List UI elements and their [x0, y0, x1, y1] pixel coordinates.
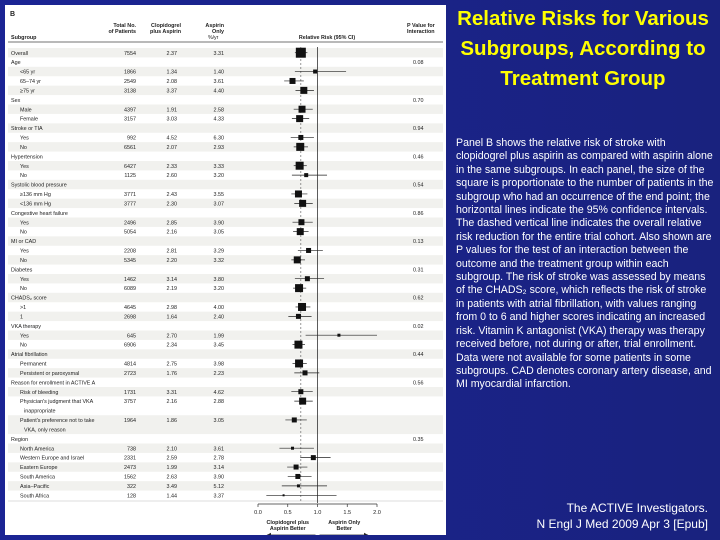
subgroup-header: Hypertension	[11, 154, 43, 161]
col-header-subgroup: Subgroup	[11, 35, 37, 41]
x-axis-tick-label: 1.0	[313, 510, 322, 516]
subgroup-header: Atrial fibrillation	[11, 352, 48, 359]
point-estimate-square	[299, 200, 306, 207]
point-estimate-square	[298, 389, 303, 394]
subgroup-header: Region	[11, 436, 29, 443]
total-patients: 5345	[124, 257, 136, 264]
point-estimate-square	[296, 48, 306, 58]
x-axis-tick-label: 0.5	[283, 510, 292, 516]
subgroup-header: Systolic blood pressure	[11, 182, 67, 189]
panel-label: B	[10, 11, 16, 18]
point-estimate-square	[292, 417, 297, 422]
rate-clopidogrel: 2.60	[166, 173, 177, 180]
subgroup-label: South America	[20, 474, 56, 481]
subgroup-label: Western Europe and Israel	[20, 455, 85, 462]
point-estimate-square	[311, 455, 316, 460]
col-header-total: Total No.	[113, 23, 136, 29]
col-header-p-value: P Value for	[407, 23, 435, 29]
rate-clopidogrel: 2.85	[166, 220, 177, 227]
total-patients: 2208	[124, 248, 136, 255]
total-patients: 3138	[124, 88, 136, 95]
col-header-rate-unit: %/yr	[208, 35, 219, 41]
row-stripe	[8, 161, 443, 170]
p-value: 0.62	[413, 295, 424, 302]
subgroup-header: Congestive heart failure	[11, 210, 68, 217]
rate-clopidogrel: 2.16	[166, 399, 177, 406]
subgroup-label: Female	[20, 116, 38, 123]
point-estimate-square	[290, 78, 296, 84]
subgroup-label: 65–74 yr	[20, 79, 41, 86]
rate-clopidogrel: 2.19	[166, 286, 177, 293]
rate-clopidogrel: 1.64	[166, 314, 177, 321]
rate-clopidogrel: 2.16	[166, 229, 177, 236]
total-patients: 6089	[124, 286, 136, 293]
total-patients: 1462	[124, 276, 136, 283]
point-estimate-square	[300, 87, 307, 94]
p-value: 0.31	[413, 267, 424, 274]
row-stripe	[8, 387, 443, 396]
rate-clopidogrel: 3.37	[166, 88, 177, 95]
total-patients: 1964	[124, 418, 136, 425]
point-estimate-square	[298, 219, 304, 225]
subgroup-label: No	[20, 286, 27, 293]
point-estimate-square	[296, 115, 303, 122]
rate-clopidogrel: 3.03	[166, 116, 177, 123]
total-patients: 4645	[124, 305, 136, 312]
citation	[537, 500, 708, 532]
rate-aspirin: 3.31	[213, 50, 224, 57]
point-estimate-square	[295, 190, 302, 197]
rate-aspirin: 3.55	[213, 192, 224, 199]
rate-clopidogrel: 2.34	[166, 342, 177, 349]
subgroup-header: Diabetes	[11, 267, 33, 274]
col-header-clopidogrel: plus Aspirin	[150, 29, 181, 35]
row-stripe	[8, 293, 443, 302]
forest-plot-svg	[5, 5, 446, 535]
point-estimate-square	[297, 228, 304, 235]
rate-aspirin: 2.40	[213, 314, 224, 321]
row-stripe	[8, 349, 443, 358]
point-estimate-square	[283, 494, 285, 496]
rate-clopidogrel: 2.98	[166, 305, 177, 312]
subgroup-label: Yes	[20, 220, 29, 227]
total-patients: 3777	[124, 201, 136, 208]
total-patients: 738	[127, 446, 136, 453]
point-estimate-square	[294, 341, 302, 349]
point-estimate-square	[299, 398, 306, 405]
rate-aspirin: 4.40	[213, 88, 224, 95]
p-value: 0.56	[413, 380, 424, 387]
total-patients: 5054	[124, 229, 136, 236]
point-estimate-square	[298, 135, 303, 140]
total-patients: 645	[127, 333, 136, 340]
col-header-p-value: Interaction	[407, 29, 435, 35]
p-value: 0.86	[413, 210, 424, 217]
point-estimate-square	[294, 256, 301, 263]
col-header-aspirin: Only	[212, 29, 224, 35]
row-stripe	[8, 123, 443, 132]
col-header-aspirin: Aspirin	[205, 23, 224, 29]
rate-aspirin: 3.61	[213, 446, 224, 453]
rate-clopidogrel: 4.52	[166, 135, 177, 142]
point-estimate-square	[295, 359, 303, 367]
rate-clopidogrel: 2.59	[166, 455, 177, 462]
p-value: 0.46	[413, 154, 424, 161]
row-stripe	[8, 218, 443, 227]
total-patients: 4397	[124, 107, 136, 114]
point-estimate-square	[313, 70, 317, 74]
subgroup-label: 1	[20, 314, 23, 321]
total-patients: 1866	[124, 69, 136, 76]
point-estimate-square	[296, 162, 304, 170]
rate-aspirin: 3.05	[213, 418, 224, 425]
axis-label-right: Aspirin Only	[328, 520, 361, 526]
slide-title: Relative Risks for Various Subgroups, According to Treatment Group	[457, 7, 709, 90]
point-estimate-square	[297, 484, 300, 487]
rate-clopidogrel: 1.76	[166, 370, 177, 377]
rate-aspirin: 3.20	[213, 173, 224, 180]
row-stripe	[8, 331, 443, 340]
rate-clopidogrel: 2.37	[166, 50, 177, 57]
rate-aspirin: 2.78	[213, 455, 224, 462]
subgroup-label: Persistent or paroxysmal	[20, 370, 80, 377]
subgroup-label: ≥75 yr	[20, 88, 35, 95]
subgroup-label: Yes	[20, 248, 29, 255]
rate-clopidogrel: 1.86	[166, 418, 177, 425]
rate-clopidogrel: 2.81	[166, 248, 177, 255]
point-estimate-square	[306, 248, 311, 253]
subgroup-header: Age	[11, 60, 21, 67]
subgroup-label: ≥136 mm Hg	[20, 192, 51, 199]
rate-aspirin: 1.40	[213, 69, 224, 76]
subgroup-label: >1	[20, 305, 27, 312]
rate-aspirin: 2.93	[213, 144, 224, 151]
total-patients: 1125	[124, 173, 136, 180]
rate-aspirin: 3.98	[213, 361, 224, 368]
p-value: 0.44	[413, 352, 424, 359]
forest-plot-figure	[5, 5, 446, 535]
total-patients: 2723	[124, 370, 136, 377]
total-patients: 2698	[124, 314, 136, 321]
row-stripe	[8, 312, 443, 321]
axis-label-left: Clopidogrel plus	[266, 520, 310, 526]
rate-aspirin: 3.32	[213, 257, 224, 264]
point-estimate-square	[295, 284, 303, 292]
rate-aspirin: 3.45	[213, 342, 224, 349]
subgroup-label: No	[20, 144, 27, 151]
rate-aspirin: 3.37	[213, 493, 224, 500]
col-header-relative-risk: Relative Risk (95% CI)	[298, 35, 356, 41]
rate-aspirin: 4.33	[213, 116, 224, 123]
subgroup-header: CHADS₂ score	[11, 295, 47, 302]
point-estimate-square	[296, 143, 304, 151]
subgroup-header: Stroke or TIA	[11, 126, 43, 133]
rate-aspirin: 3.07	[213, 201, 224, 208]
subgroup-label: No	[20, 173, 27, 180]
total-patients: 992	[127, 135, 136, 142]
subgroup-label: Permanent	[20, 361, 47, 368]
p-value: 0.94	[413, 126, 424, 133]
x-axis-tick-label: 0.0	[254, 510, 262, 516]
row-stripe	[8, 444, 443, 453]
p-value: 0.13	[413, 239, 424, 246]
rate-aspirin: 3.90	[213, 474, 224, 481]
row-stripe	[8, 105, 443, 114]
rate-aspirin: 2.23	[213, 370, 224, 377]
rate-clopidogrel: 2.07	[166, 144, 177, 151]
subgroup-label: North America	[20, 446, 55, 453]
rate-aspirin: 3.20	[213, 286, 224, 293]
row-stripe	[8, 142, 443, 151]
total-patients: 2496	[124, 220, 136, 227]
rate-clopidogrel: 3.49	[166, 483, 177, 490]
rate-clopidogrel: 3.14	[166, 276, 177, 283]
total-patients: 3157	[124, 116, 136, 123]
subgroup-label: <136 mm Hg	[20, 201, 52, 208]
rate-clopidogrel: 2.20	[166, 257, 177, 264]
citation-authors: The ACTIVE Investigators.	[566, 501, 708, 515]
subgroup-label: <65 yr	[20, 69, 36, 76]
rate-aspirin: 3.14	[213, 465, 224, 472]
subgroup-header: Sex	[11, 97, 21, 104]
rate-clopidogrel: 1.99	[166, 465, 177, 472]
subgroup-label: Yes	[20, 135, 29, 142]
subgroup-label: Eastern Europe	[20, 465, 58, 472]
p-value: 0.70	[413, 97, 424, 104]
rate-clopidogrel: 3.31	[166, 389, 177, 396]
row-stripe	[8, 180, 443, 189]
subgroup-label: Overall	[11, 50, 29, 57]
total-patients: 1731	[124, 389, 136, 396]
subgroup-label: Yes	[20, 333, 29, 340]
point-estimate-square	[295, 474, 300, 479]
rate-clopidogrel: 2.33	[166, 163, 177, 170]
subgroup-label: Risk of bleeding	[20, 389, 59, 396]
point-estimate-square	[296, 314, 301, 319]
subgroup-label: No	[20, 229, 27, 236]
rate-clopidogrel: 2.10	[166, 446, 177, 453]
point-estimate-square	[298, 303, 306, 311]
total-patients: 2331	[124, 455, 136, 462]
subgroup-label: inappropriate	[24, 408, 56, 415]
rate-aspirin: 3.05	[213, 229, 224, 236]
rate-aspirin: 5.12	[213, 483, 224, 490]
subgroup-label: Patient's preference not to take	[20, 418, 95, 425]
total-patients: 128	[127, 493, 136, 500]
subgroup-label: Yes	[20, 163, 29, 170]
rate-clopidogrel: 1.44	[166, 493, 177, 500]
subgroup-label: No	[20, 342, 27, 349]
row-stripe	[8, 481, 443, 490]
rate-aspirin: 4.00	[213, 305, 224, 312]
rate-clopidogrel: 1.91	[166, 107, 177, 114]
col-header-clopidogrel: Clopidogrel	[151, 23, 181, 29]
subgroup-header: Reason for enrollment in ACTIVE A	[11, 380, 96, 387]
total-patients: 6427	[124, 163, 136, 170]
row-stripe	[8, 86, 443, 95]
rate-aspirin: 4.62	[213, 389, 224, 396]
subgroup-header: MI or CAD	[11, 239, 37, 246]
subgroup-label: Yes	[20, 276, 29, 283]
p-value: 0.08	[413, 60, 424, 67]
rate-aspirin: 3.33	[213, 163, 224, 170]
row-stripe	[8, 274, 443, 283]
x-axis-tick-label: 1.5	[343, 510, 352, 516]
x-axis-tick-label: 2.0	[373, 510, 381, 516]
subgroup-label: Asia–Pacific	[20, 483, 50, 490]
subgroup-label: South Africa	[20, 493, 50, 500]
row-stripe	[8, 67, 443, 76]
rate-aspirin: 6.30	[213, 135, 224, 142]
row-stripe	[8, 462, 443, 471]
point-estimate-square	[291, 447, 294, 450]
rate-clopidogrel: 2.63	[166, 474, 177, 481]
subgroup-header: VKA therapy	[11, 323, 41, 330]
col-header-total: of Patients	[108, 29, 136, 35]
point-estimate-square	[294, 465, 299, 470]
axis-label-right: Better	[336, 526, 353, 532]
total-patients: 3757	[124, 399, 136, 406]
p-value: 0.54	[413, 182, 424, 189]
point-estimate-square	[305, 276, 310, 281]
p-value: 0.35	[413, 436, 424, 443]
total-patients: 4814	[124, 361, 136, 368]
total-patients: 1562	[124, 474, 136, 481]
rate-clopidogrel: 2.08	[166, 79, 177, 86]
rate-clopidogrel: 2.70	[166, 333, 177, 340]
citation-journal: N Engl J Med 2009 Apr 3 [Epub]	[536, 517, 708, 531]
rate-aspirin: 3.90	[213, 220, 224, 227]
p-value: 0.02	[413, 323, 424, 330]
point-estimate-square	[304, 173, 308, 177]
total-patients: 3771	[124, 192, 136, 199]
point-estimate-square	[337, 334, 340, 337]
total-patients: 322	[127, 483, 136, 490]
figure-caption: Panel B shows the relative risk of stroke with clopidogrel plus aspirin as compared with aspirin alone in the same subgroups. In each panel, the size of the square is proportionate to the number of patients in the subgroup who had an occurrence of the end point; the horizontal lines indicate the 95% confidence intervals. The dashed vertical line indicates the overall relative risk reduction for the entire trial cohort. Also shown are P values for the test of an interaction between the outcome and the treatment group within each subgroup. The risk of stroke was assessed by means of the CHADS₂ score, which reflects the risk of stroke in patients with atrial fibrillation, with values ranging from 0 to 6 and higher scores indicating an increased risk. Vitamin K antagonist (VKA) therapy was therapy received before, not during or after, trial enrollment. Data were not available for some patients in some subgroups. CAD denotes coronary artery disease, and MI myocardial infarction.	[456, 137, 714, 391]
total-patients: 6906	[124, 342, 136, 349]
point-estimate-square	[299, 106, 306, 113]
subgroup-label: No	[20, 257, 27, 264]
subgroup-label: Male	[20, 107, 32, 114]
total-patients: 2473	[124, 465, 136, 472]
rate-aspirin: 2.88	[213, 399, 224, 406]
subgroup-label: VKA, only reason	[24, 427, 66, 434]
point-estimate-square	[303, 370, 308, 375]
rate-aspirin: 1.99	[213, 333, 224, 340]
axis-label-left: Aspirin Better	[269, 526, 306, 532]
rate-aspirin: 3.61	[213, 79, 224, 86]
rate-clopidogrel: 1.34	[166, 69, 177, 76]
rate-clopidogrel: 2.43	[166, 192, 177, 199]
row-stripe	[8, 236, 443, 245]
rate-aspirin: 3.29	[213, 248, 224, 255]
total-patients: 7554	[124, 50, 136, 57]
row-stripe	[8, 48, 443, 57]
rate-clopidogrel: 2.75	[166, 361, 177, 368]
row-stripe	[8, 255, 443, 264]
rate-aspirin: 3.80	[213, 276, 224, 283]
subgroup-label: Physician's judgment that VKA	[20, 399, 94, 406]
rate-clopidogrel: 2.30	[166, 201, 177, 208]
total-patients: 6561	[124, 144, 136, 151]
rate-aspirin: 2.58	[213, 107, 224, 114]
total-patients: 2549	[124, 79, 136, 86]
row-stripe	[8, 199, 443, 208]
